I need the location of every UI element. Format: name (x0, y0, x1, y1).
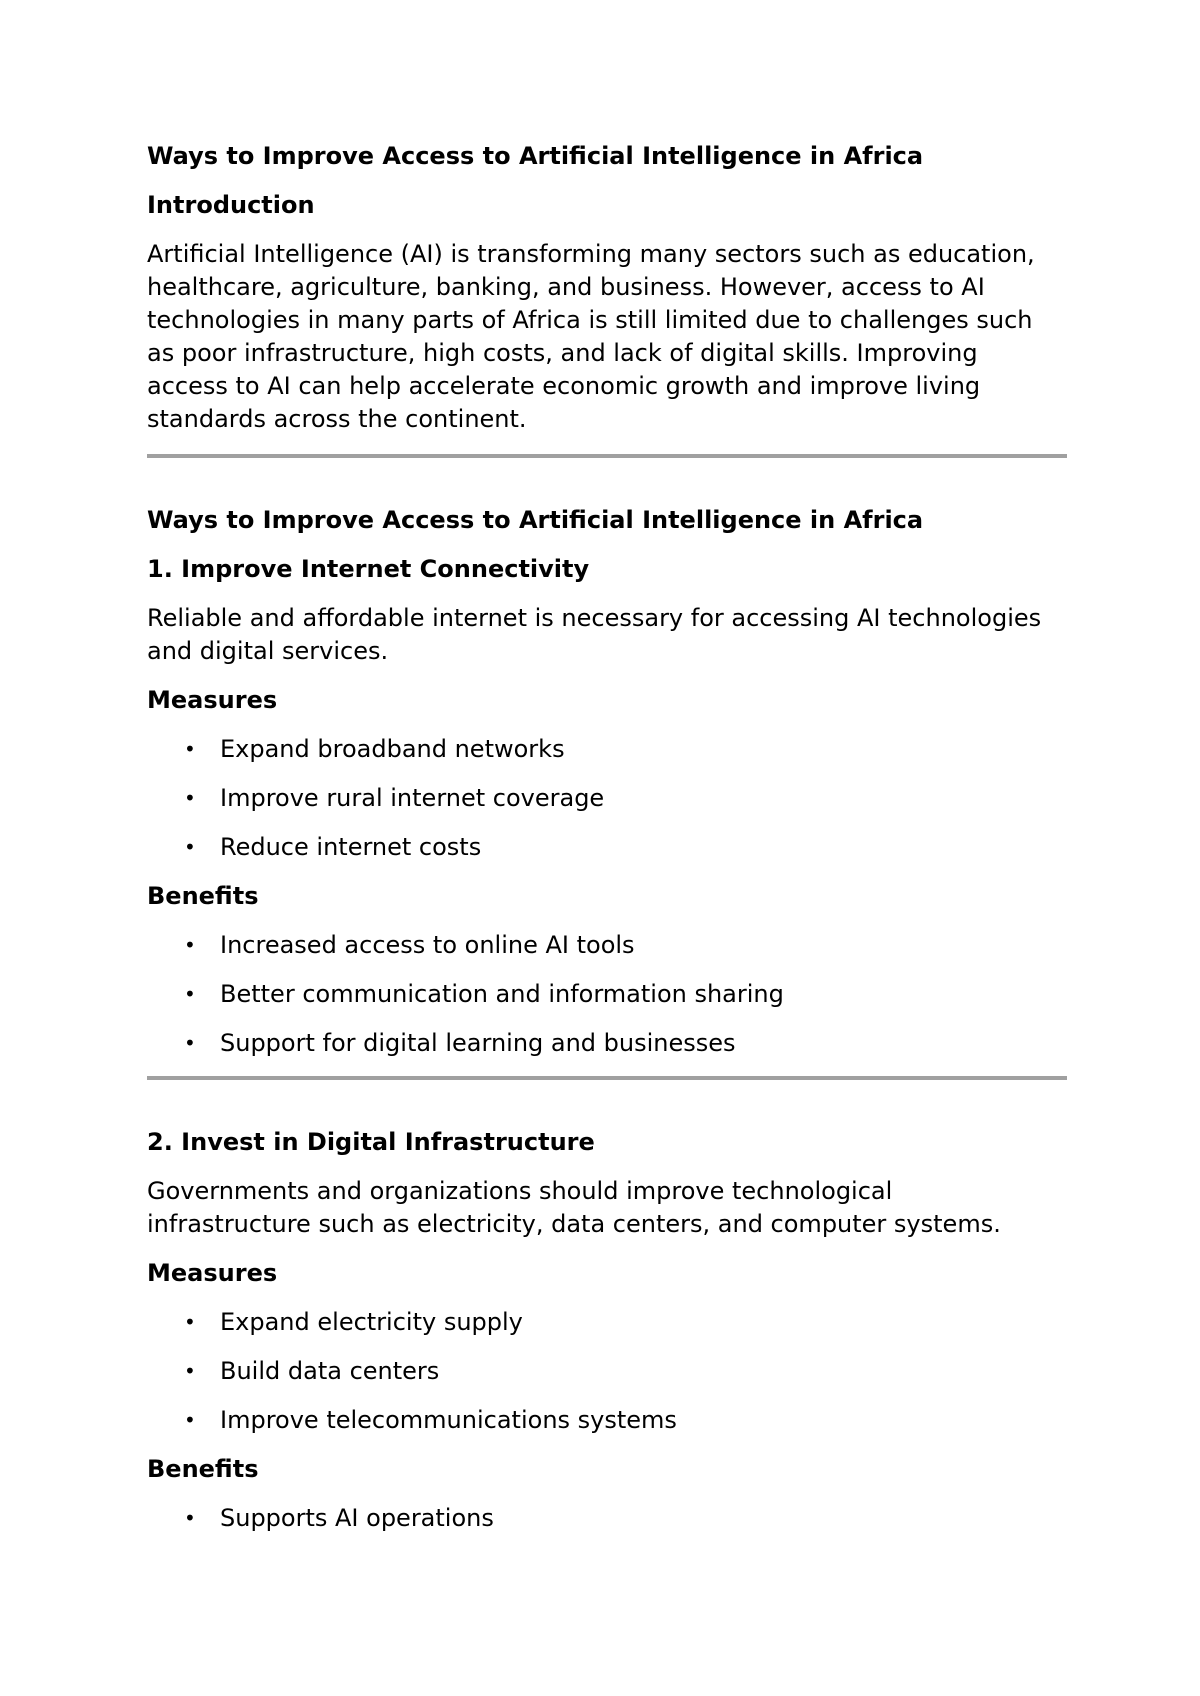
measures-label: Measures (147, 1259, 278, 1287)
list-item-text: Supports AI operations (220, 1504, 494, 1532)
list-item-text: Build data centers (220, 1357, 440, 1385)
document-page (147, 140, 1067, 1551)
subsection-heading: 1. Improve Internet Connectivity (147, 555, 590, 583)
bullet-icon: • (184, 1031, 196, 1055)
intro-line: as poor infrastructure, high costs, and lack of digital skills. Improving (147, 339, 978, 367)
measures-list (147, 733, 1067, 864)
list-item-text: Reduce internet costs (220, 833, 482, 861)
bullet-icon: • (184, 835, 196, 859)
measures-list (147, 1306, 1067, 1437)
horizontal-divider (147, 454, 1067, 458)
measures-label: Measures (147, 686, 278, 714)
section-heading: Ways to Improve Access to Artificial Intelligence in Africa (147, 506, 924, 534)
paragraph-line: infrastructure such as electricity, data centers, and computer systems. (147, 1210, 1001, 1238)
list-item-text: Expand broadband networks (220, 735, 565, 763)
benefits-label: Benefits (147, 882, 259, 910)
benefits-list (147, 1502, 1067, 1535)
subsection-heading: 2. Invest in Digital Infrastructure (147, 1128, 595, 1156)
list-item (147, 1404, 1067, 1437)
horizontal-divider (147, 1076, 1067, 1080)
intro-line: healthcare, agriculture, banking, and business. However, access to AI (147, 273, 985, 301)
intro-line: technologies in many parts of Africa is still limited due to challenges such (147, 306, 1033, 334)
intro-heading: Introduction (147, 191, 315, 219)
paragraph-line: and digital services. (147, 637, 389, 665)
list-item (147, 831, 1067, 864)
list-item (147, 978, 1067, 1011)
bullet-icon: • (184, 1310, 196, 1334)
intro-line: access to AI can help accelerate economic growth and improve living (147, 372, 981, 400)
bullet-icon: • (184, 1506, 196, 1530)
benefits-label: Benefits (147, 1455, 259, 1483)
paragraph-line: Reliable and affordable internet is necessary for accessing AI technologies (147, 604, 1042, 632)
list-item-text: Support for digital learning and businesses (220, 1029, 736, 1057)
list-item-text: Improve telecommunications systems (220, 1406, 677, 1434)
list-item-text: Expand electricity supply (220, 1308, 523, 1336)
intro-line: Artificial Intelligence (AI) is transforming many sectors such as education, (147, 240, 1035, 268)
bullet-icon: • (184, 933, 196, 957)
list-item-text: Increased access to online AI tools (220, 931, 635, 959)
list-item-text: Better communication and information sharing (220, 980, 784, 1008)
benefits-list (147, 929, 1067, 1060)
list-item (147, 929, 1067, 962)
list-item-text: Improve rural internet coverage (220, 784, 605, 812)
bullet-icon: • (184, 982, 196, 1006)
list-item (147, 1306, 1067, 1339)
subsection-paragraph (147, 1175, 1067, 1241)
list-item (147, 1502, 1067, 1535)
bullet-icon: • (184, 1408, 196, 1432)
paragraph-line: Governments and organizations should improve technological (147, 1177, 893, 1205)
list-item (147, 733, 1067, 766)
bullet-icon: • (184, 737, 196, 761)
intro-paragraph (147, 238, 1067, 436)
list-item (147, 782, 1067, 815)
intro-line: standards across the continent. (147, 405, 527, 433)
bullet-icon: • (184, 786, 196, 810)
bullet-icon: • (184, 1359, 196, 1383)
list-item (147, 1027, 1067, 1060)
list-item (147, 1355, 1067, 1388)
document-title: Ways to Improve Access to Artificial Intelligence in Africa (147, 142, 924, 170)
subsection-paragraph (147, 602, 1067, 668)
